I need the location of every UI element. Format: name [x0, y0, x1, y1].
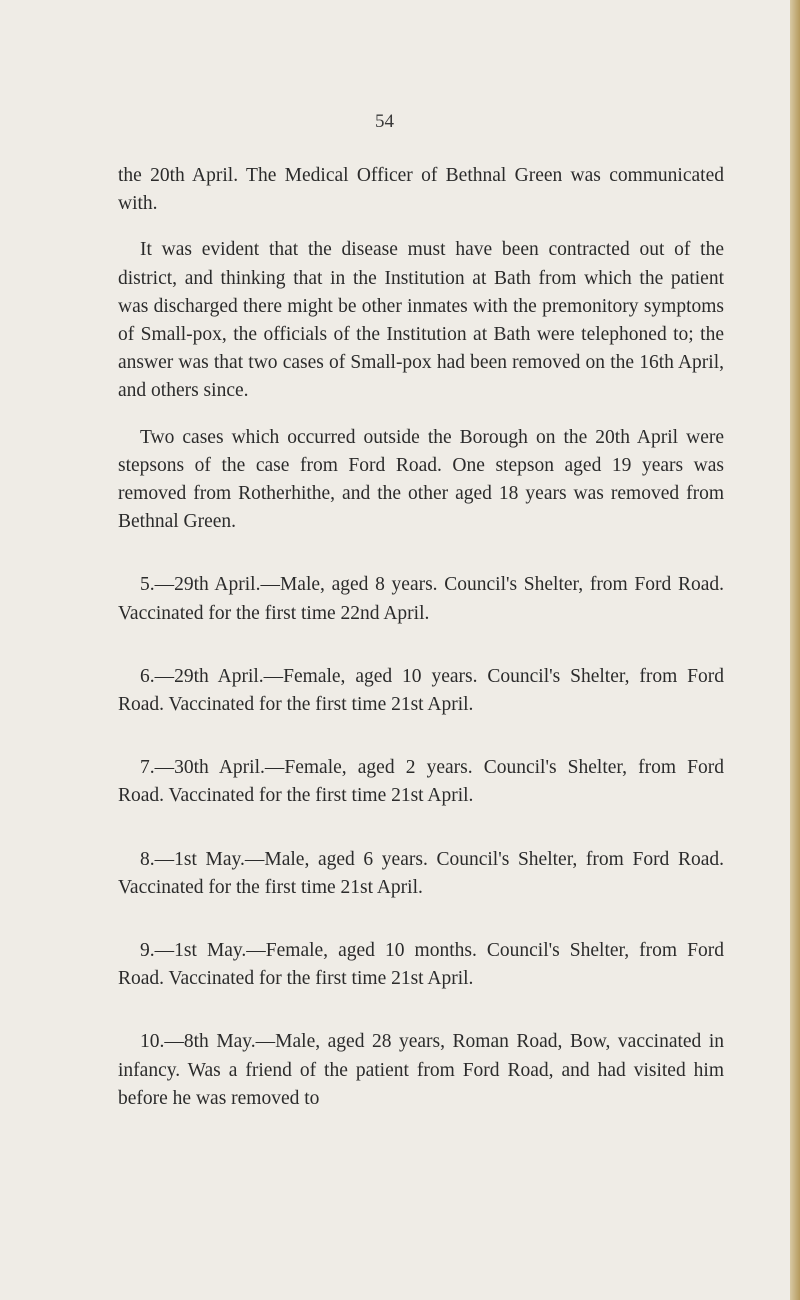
page-number: 54: [375, 111, 394, 132]
case-entry-10: 10.—8th May.—Male, aged 28 years, Roman Road, Bow, vaccinated in infancy. Was a friend of the patient from Ford Road, and had visited him before he was removed to: [118, 1031, 724, 1109]
case-entry-6: 6.—29th April.—Female, aged 10 years. Council's Shelter, from Ford Road. Vaccinated for the first time 21st April.: [118, 665, 724, 716]
case-entry-5: 5.—29th April.—Male, aged 8 years. Council's Shelter, from Ford Road. Vaccinated for the first time 22nd April.: [118, 574, 724, 624]
case-entry-9: 9.—1st May.—Female, aged 10 months. Council's Shelter, from Ford Road. Vaccinated for the first time 21st April.: [118, 940, 724, 990]
body-text: [118, 162, 724, 1113]
paragraph-bath-institution: It was evident that the disease must have been contracted out of the district, and thinking that in the Institution at Bath from which the patient was discharged there might be other inmates with the premonitory symptoms of Small-pox, the officials of the Institution at Bath were telephoned to; the answer was that two cases of Small-pox had been removed on the 16th April, and others since.: [118, 239, 724, 402]
paragraph-continuation: the 20th April. The Medical Officer of Bethnal Green was communicated with.: [118, 165, 724, 215]
paragraph-stepsons: Two cases which occurred outside the Borough on the 20th April were stepsons of the case from Ford Road. One stepson aged 19 years was removed from Rotherhithe, and the other aged 18 years was removed from Bethnal Green.: [118, 426, 724, 533]
case-entry-7: 7.—30th April.—Female, aged 2 years. Council's Shelter, from Ford Road. Vaccinated for the first time 21st April.: [118, 757, 724, 807]
case-entry-8: 8.—1st May.—Male, aged 6 years. Council's Shelter, from Ford Road. Vaccinated for the first time 21st April.: [118, 848, 724, 898]
page-edge: [790, 0, 800, 1300]
